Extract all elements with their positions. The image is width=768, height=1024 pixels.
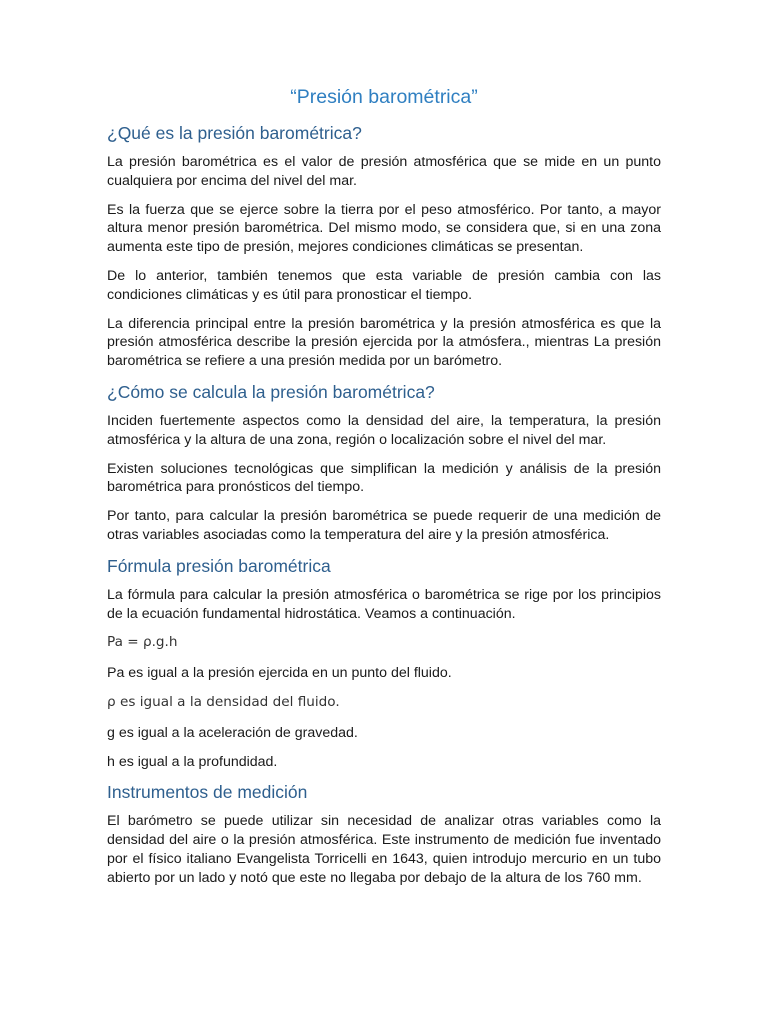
paragraph: Existen soluciones tecnológicas que simplifican la medición y análisis de la presión barométrica para pronósticos del tiempo. [107,460,661,496]
paragraph: La fórmula para calcular la presión atmosférica o barométrica se rige por los principios de la ecuación fundamental hidrostática. Veamos a continuación. [107,586,661,622]
formula-definition: Pa es igual a la presión ejercida en un punto del fluido. [107,665,452,682]
section-heading-instruments: Instrumentos de medición [107,782,308,803]
formula-definition: g es igual a la aceleración de gravedad. [107,724,358,741]
paragraph: La presión barométrica es el valor de presión atmosférica que se mide en un punto cualquiera por encima del nivel del mar. [107,154,661,189]
paragraph: Inciden fuertemente aspectos como la densidad del aire, la temperatura, la presión atmosférica y la altura de una zona, región o localización sobre el nivel del mar. [107,412,661,448]
formula-definition: ρ es igual a la densidad del fluido. [107,693,340,710]
paragraph: La diferencia principal entre la presión barométrica y la presión atmosférica es que la presión atmosférica describe la presión ejercida por la atmósfera., mientras La presión barométrica se refiere a una presión medida por un barómetro. [107,315,661,370]
paragraph: Por tanto, para calcular la presión barométrica se puede requerir de una medición de otras variables asociadas como la temperatura del aire y la presión atmosférica. [107,508,661,543]
section-heading-definition: ¿Qué es la presión barométrica? [107,123,362,143]
paragraph: De lo anterior, también tenemos que esta variable de presión cambia con las condiciones climáticas y es útil para pronosticar el tiempo. [107,267,661,303]
formula: Pa = ρ.g.h [107,634,178,651]
document-title: “Presión barométrica” [290,86,478,108]
section-heading-calculation: ¿Cómo se calcula la presión barométrica? [107,381,435,402]
document-body [107,84,661,898]
paragraph: Es la fuerza que se ejerce sobre la tierra por el peso atmosférico. Por tanto, a mayor altura menor presión barométrica. Del mismo modo, se considera que, si en una zona aumenta este tipo de presión, mejores condiciones climáticas se presentan. [107,201,661,256]
paragraph: El barómetro se puede utilizar sin necesidad de analizar otras variables como la densidad del aire o la presión atmosférica. Este instrumento de medición fue inventado por el físico italiano Evangelista Torricelli en 1643, quien introdujo mercurio en un tubo abierto por un lado y notó que este no llegaba por debajo de la altura de los 760 mm. [107,813,661,886]
formula-definition: h es igual a la profundidad. [107,753,278,770]
section-heading-formula: Fórmula presión barométrica [107,555,331,576]
